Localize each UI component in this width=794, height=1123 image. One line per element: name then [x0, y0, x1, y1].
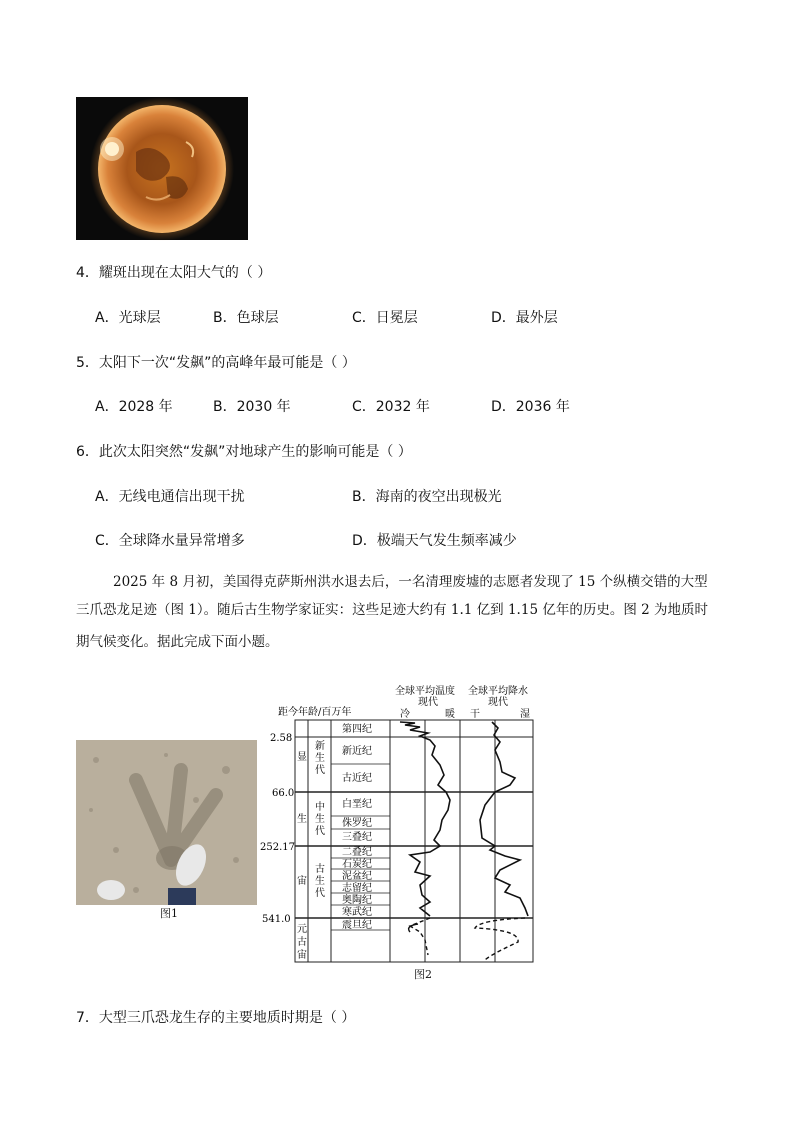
question-4-stem: 4．耀斑出现在太阳大气的（ ）	[76, 265, 272, 281]
question-5-option-d[interactable]: D．2036 年	[491, 399, 570, 415]
age-2-58: 2.58	[270, 733, 293, 744]
question-6-stem: 6．此次太阳突然“发飙”对地球产生的影响可能是（ ）	[76, 444, 412, 460]
period-devonian: 泥盆纪	[342, 871, 372, 882]
precip-modern-label: 现代	[488, 697, 508, 708]
temp-header: 全球平均温度	[395, 686, 455, 697]
question-6-option-b[interactable]: B．海南的夜空出现极光	[352, 489, 502, 505]
precipitation-curve	[480, 722, 528, 916]
question-7-stem: 7．大型三爪恐龙生存的主要地质时期是（ ）	[76, 1010, 356, 1026]
eon-char-2: 生	[297, 814, 307, 825]
paleozoic-char-2: 生	[315, 876, 325, 887]
sun-image	[76, 97, 248, 240]
period-silurian: 志留纪	[342, 883, 372, 894]
eon-char-1: 显	[297, 752, 307, 763]
precipitation-curve-dashed	[475, 918, 525, 960]
question-4-option-c[interactable]: C．日冕层	[352, 310, 418, 326]
figure-1-caption: 图1	[160, 907, 178, 920]
warm-label: 暖	[445, 709, 455, 720]
period-ordovician: 奥陶纪	[342, 895, 372, 906]
proterozoic-char-1: 元	[297, 924, 307, 935]
question-5-option-c[interactable]: C．2032 年	[352, 399, 430, 415]
period-sinian: 震旦纪	[342, 920, 372, 931]
period-cambrian: 寒武纪	[342, 907, 372, 918]
dinosaur-footprint-photo	[76, 740, 257, 905]
period-quaternary: 第四纪	[342, 724, 372, 735]
wet-label: 湿	[520, 709, 530, 720]
question-5-option-b[interactable]: B．2030 年	[213, 399, 291, 415]
cold-label: 冷	[400, 709, 410, 720]
question-5-option-a[interactable]: A．2028 年	[95, 399, 173, 415]
question-5-stem: 5．太阳下一次“发飙”的高峰年最可能是（ ）	[76, 355, 356, 371]
question-4-option-b[interactable]: B．色球层	[213, 310, 279, 326]
age-541: 541.0	[262, 914, 291, 925]
mesozoic-char-2: 生	[315, 814, 325, 825]
eon-char-3: 宙	[297, 876, 307, 887]
period-jurassic: 侏罗纪	[342, 818, 372, 829]
period-carboniferous: 石炭纪	[342, 859, 372, 870]
question-6-option-d[interactable]: D．极端天气发生频率减少	[352, 533, 517, 549]
cenozoic-char-1: 新	[315, 741, 325, 752]
cenozoic-char-2: 生	[315, 753, 325, 764]
figure-2-caption: 图2	[414, 968, 432, 981]
passage-line-2: 三爪恐龙足迹（图 1）。随后古生物学家证实：这些足迹大约有 1.1 亿到 1.15 亿年的历史。图 2 为地质时	[76, 602, 708, 618]
proterozoic-char-3: 宙	[297, 950, 307, 961]
dry-label: 干	[470, 709, 480, 720]
age-header: 距今年龄/百万年	[278, 707, 352, 718]
passage-line-3: 期气候变化。据此完成下面小题。	[76, 634, 279, 650]
period-triassic: 三叠纪	[342, 832, 372, 843]
passage-line-1: 2025 年 8 月初，美国得克萨斯州洪水退去后，一名清理废墟的志愿者发现了 15 个纵横交错的大型	[113, 574, 708, 590]
geologic-climate-figure	[260, 680, 540, 965]
age-66: 66.0	[272, 788, 295, 799]
period-cretaceous: 白垩纪	[342, 799, 372, 810]
question-4-option-a[interactable]: A．光球层	[95, 310, 161, 326]
footprint-icon	[76, 740, 257, 905]
temperature-curve-dashed	[410, 918, 430, 955]
paleozoic-char-1: 古	[315, 864, 325, 875]
sun-flare-icon	[76, 97, 248, 240]
period-neogene: 新近纪	[342, 746, 372, 757]
age-252: 252.17	[260, 842, 295, 853]
temp-modern-label: 现代	[418, 697, 438, 708]
precip-header: 全球平均降水	[468, 686, 528, 697]
mesozoic-char-1: 中	[315, 802, 325, 813]
geologic-climate-chart	[260, 680, 540, 965]
mesozoic-char-3: 代	[315, 826, 325, 837]
question-6-option-a[interactable]: A．无线电通信出现干扰	[95, 489, 245, 505]
proterozoic-char-2: 古	[297, 937, 307, 948]
period-paleogene: 古近纪	[342, 773, 372, 784]
question-6-option-c[interactable]: C．全球降水量异常增多	[95, 533, 245, 549]
cenozoic-char-3: 代	[315, 765, 325, 776]
period-permian: 二叠纪	[342, 847, 372, 858]
temperature-curve-hook	[409, 924, 418, 932]
question-4-option-d[interactable]: D．最外层	[491, 310, 558, 326]
paleozoic-char-3: 代	[315, 888, 325, 899]
